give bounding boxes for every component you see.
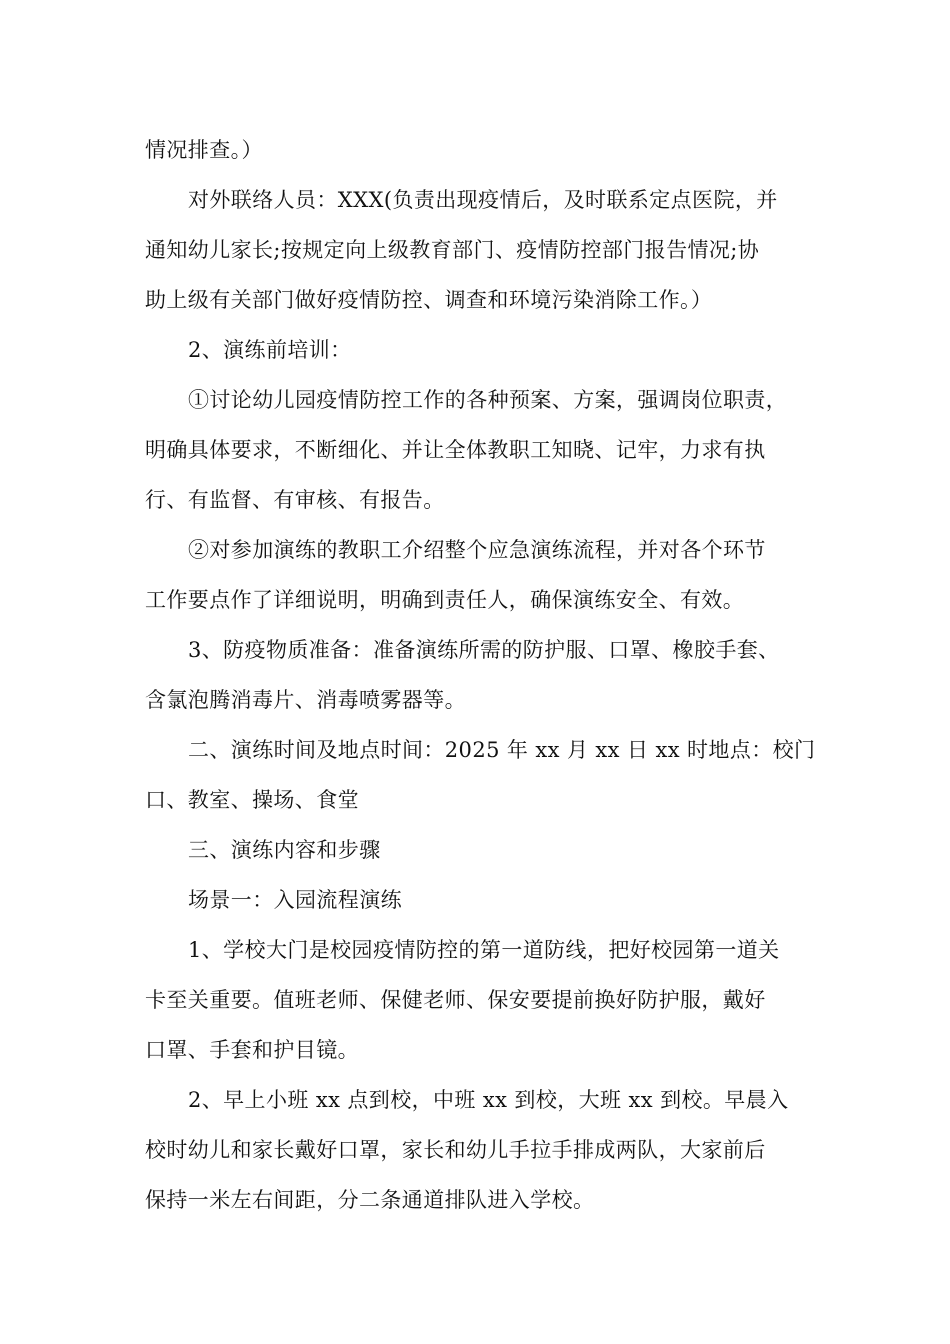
text-line: 助上级有关部门做好疫情防控、调查和环境污染消除工作。） bbox=[145, 288, 713, 312]
text-line: 工作要点作了详细说明，明确到责任人，确保演练安全、有效。 bbox=[145, 588, 745, 612]
text-line: 2、早上小班 xx 点到校，中班 xx 到校，大班 xx 到校。早晨入 bbox=[188, 1088, 789, 1112]
text-line: ②对参加演练的教职工介绍整个应急演练流程，并对各个环节 bbox=[188, 538, 766, 562]
text-line: 情况排查。） bbox=[145, 138, 263, 162]
text-line: 卡至关重要。值班老师、保健老师、保安要提前换好防护服，戴好 bbox=[145, 988, 766, 1012]
text-line: 行、有监督、有审核、有报告。 bbox=[145, 488, 445, 512]
text-line: 3、防疫物质准备：准备演练所需的防护服、口罩、橡胶手套、 bbox=[188, 638, 780, 662]
text-line: 口罩、手套和护目镜。 bbox=[145, 1038, 359, 1062]
text-line: 口、教室、操场、食堂 bbox=[145, 788, 359, 812]
text-line: 对外联络人员：XXX(负责出现疫情后，及时联系定点医院，并 bbox=[188, 188, 778, 212]
text-line: ①讨论幼儿园疫情防控工作的各种预案、方案，强调岗位职责， bbox=[188, 388, 788, 412]
text-line: 2、演练前培训： bbox=[188, 338, 352, 362]
text-line: 三、演练内容和步骤 bbox=[188, 838, 381, 862]
text-line: 二、演练时间及地点时间：2025 年 xx 月 xx 日 xx 时地点：校门 bbox=[188, 738, 816, 762]
text-line: 保持一米左右间距，分二条通道排队进入学校。 bbox=[145, 1188, 595, 1212]
text-line: 含氯泡腾消毒片、消毒喷雾器等。 bbox=[145, 688, 466, 712]
text-line: 校时幼儿和家长戴好口罩，家长和幼儿手拉手排成两队，大家前后 bbox=[145, 1138, 766, 1162]
text-line: 明确具体要求，不断细化、并让全体教职工知晓、记牢，力求有执 bbox=[145, 438, 766, 462]
text-line: 场景一：入园流程演练 bbox=[188, 888, 402, 912]
text-line: 1、学校大门是校园疫情防控的第一道防线，把好校园第一道关 bbox=[188, 938, 780, 962]
text-line: 通知幼儿家长;按规定向上级教育部门、疫情防控部门报告情况;协 bbox=[145, 238, 760, 262]
